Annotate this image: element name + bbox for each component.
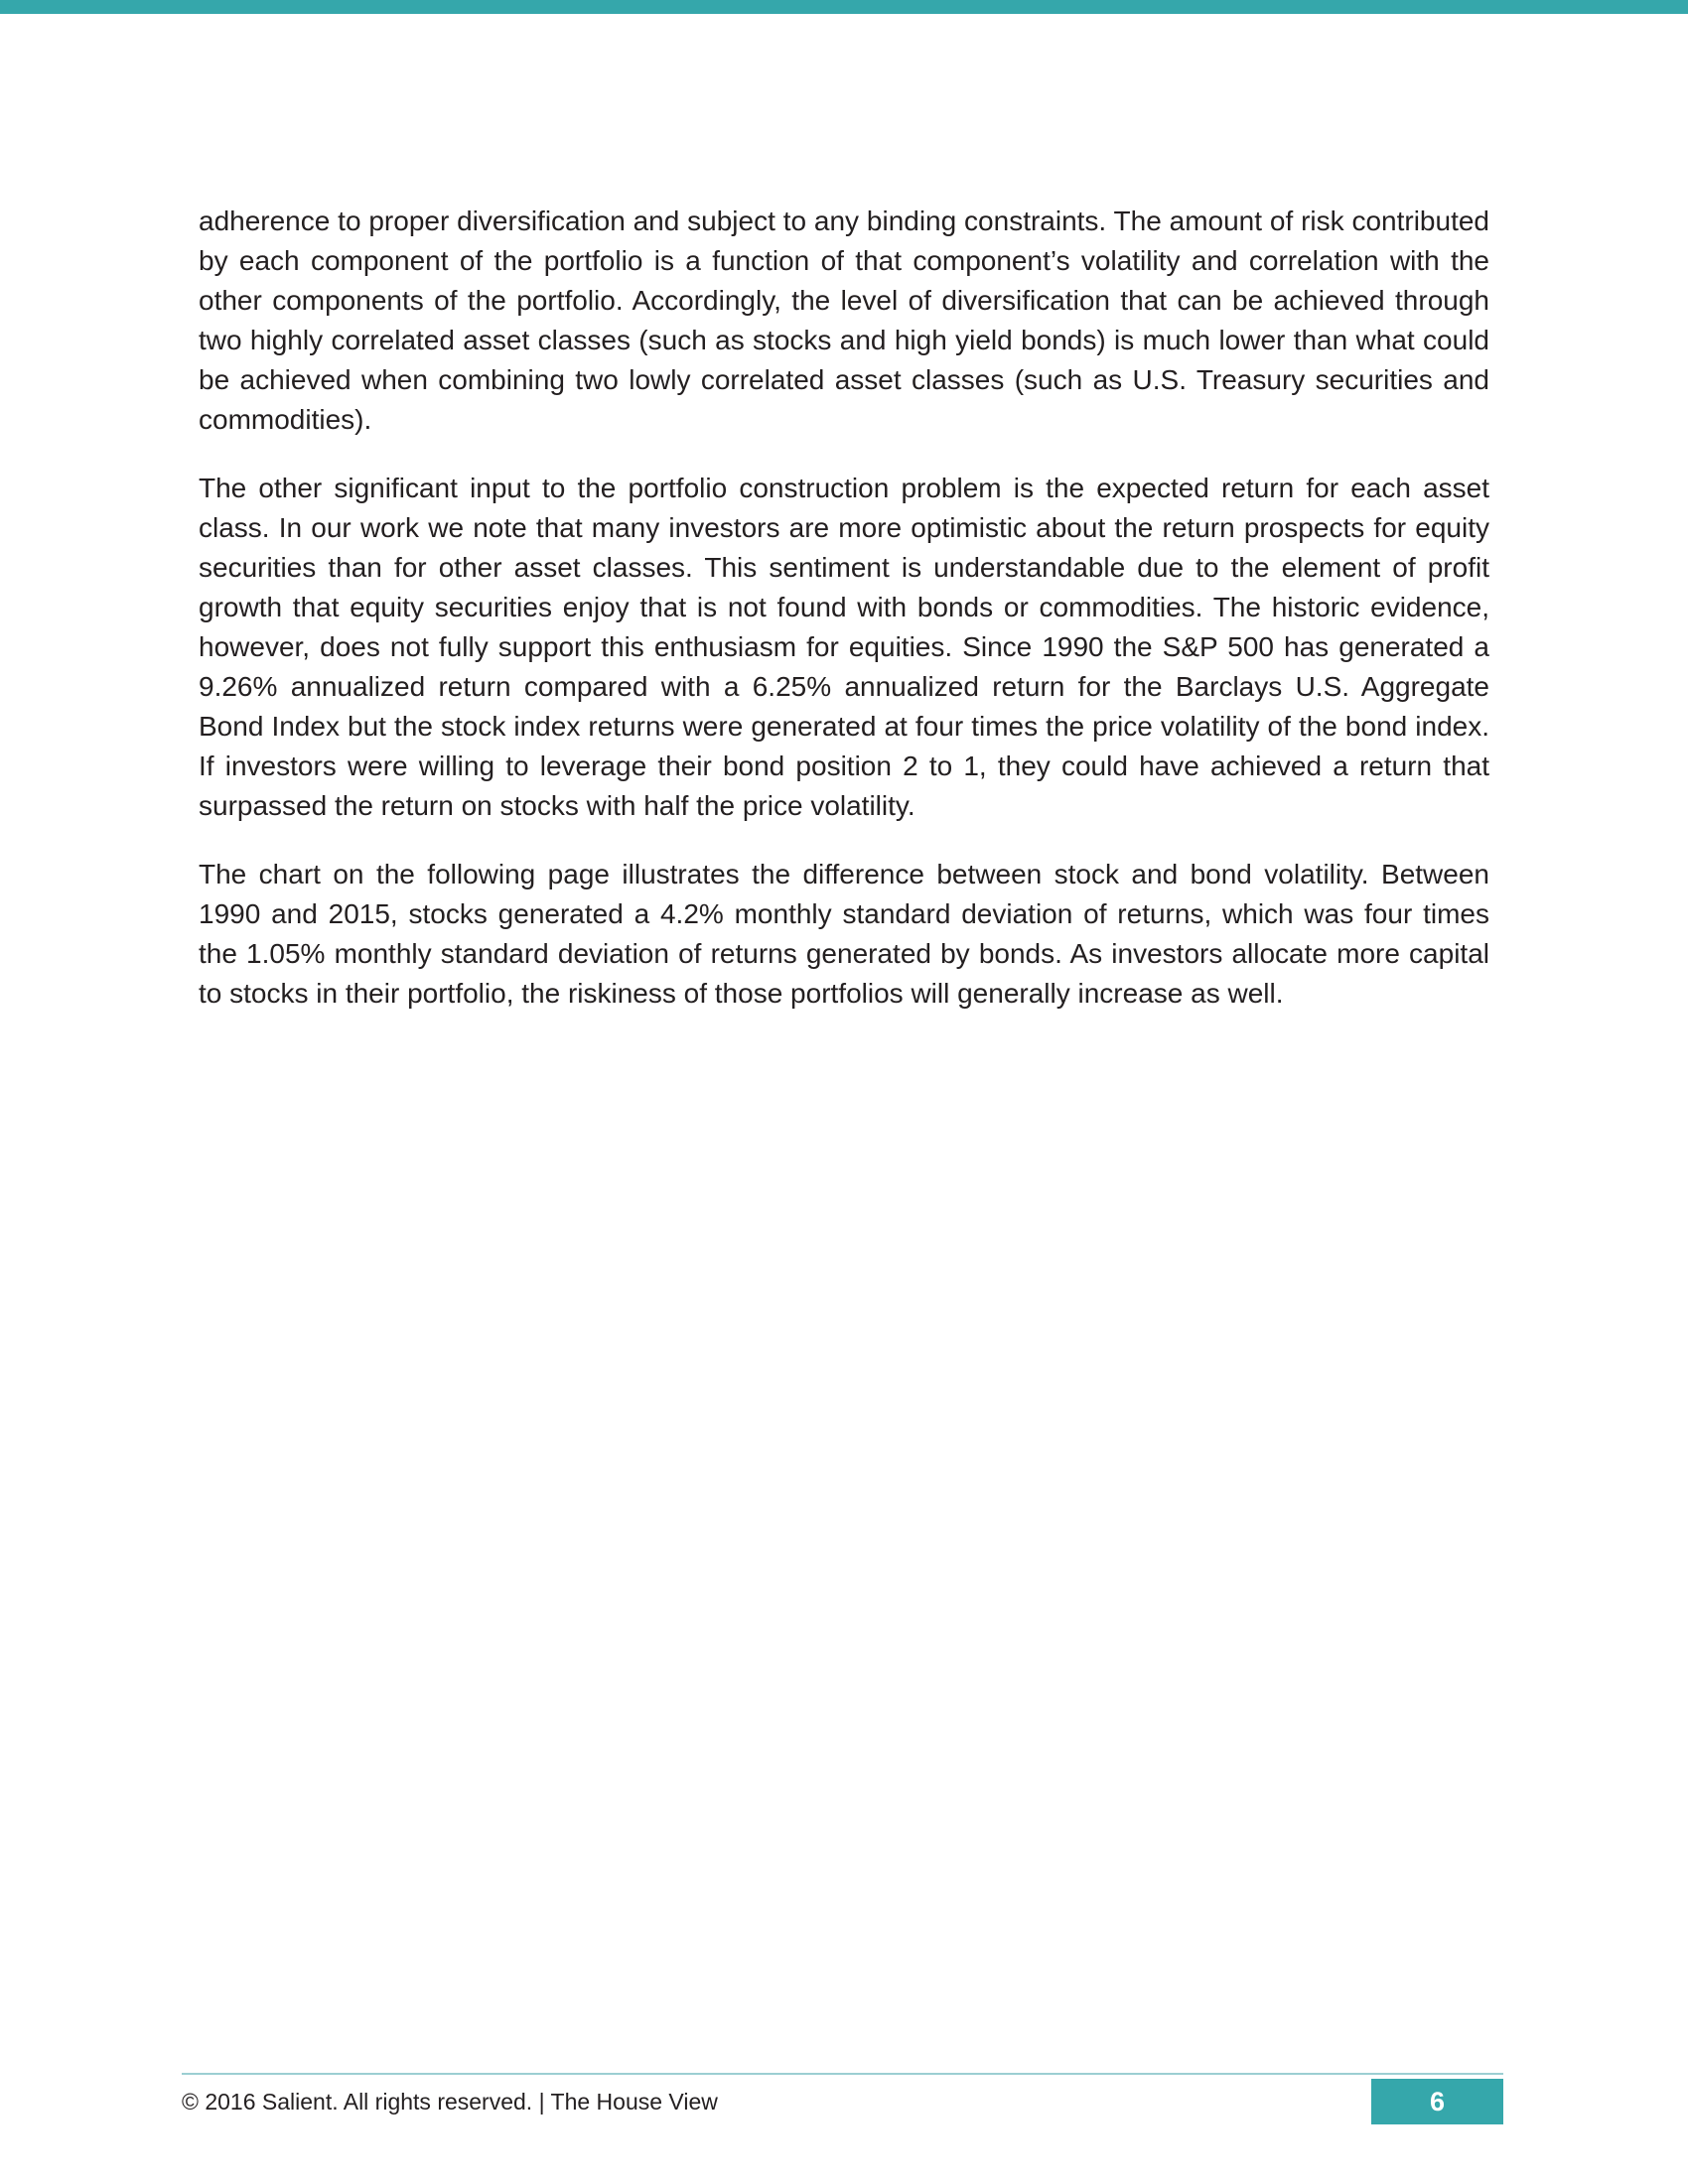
copyright-text: © 2016 Salient. All rights reserved. | The House View	[182, 2088, 718, 2115]
page-footer	[182, 2073, 1503, 2124]
page-content	[199, 202, 1489, 1042]
body-paragraph: The chart on the following page illustrates the difference between stock and bond volatility. Between 1990 and 2015, stocks generated a 4.2% monthly standard deviation of returns, which was four times the 1.05% monthly standard deviation of returns generated by bonds. As investors allocate more capital to stocks in their portfolio, the riskiness of those portfolios will generally increase as well.	[199, 859, 1489, 1009]
top-accent-bar	[0, 0, 1688, 14]
footer-row	[182, 2079, 1503, 2124]
body-paragraph: adherence to proper diversification and subject to any binding constraints. The amount of risk contributed by each component of the portfolio is a function of that component’s volatility and correlation with the other components of the portfolio. Accordingly, the level of diversification that can be achieved through two highly correlated asset classes (such as stocks and high yield bonds) is much lower than what could be achieved when combining two lowly correlated asset classes (such as U.S. Treasury securities and commodities).	[199, 205, 1489, 435]
page-number-badge: 6	[1371, 2079, 1503, 2124]
footer-divider	[182, 2073, 1503, 2075]
body-paragraph: The other significant input to the portfolio construction problem is the expected return for each asset class. In our work we note that many investors are more optimistic about the return prospects for equity securities than for other asset classes. This sentiment is understandable due to the element of profit growth that equity securities enjoy that is not found with bonds or commodities. The historic evidence, however, does not fully support this enthusiasm for equities. Since 1990 the S&P 500 has generated a 9.26% annualized return compared with a 6.25% annualized return for the Barclays U.S. Aggregate Bond Index but the stock index returns were generated at four times the price volatility of the bond index. If investors were willing to leverage their bond position 2 to 1, they could have achieved a return that surpassed the return on stocks with half the price volatility.	[199, 473, 1489, 821]
